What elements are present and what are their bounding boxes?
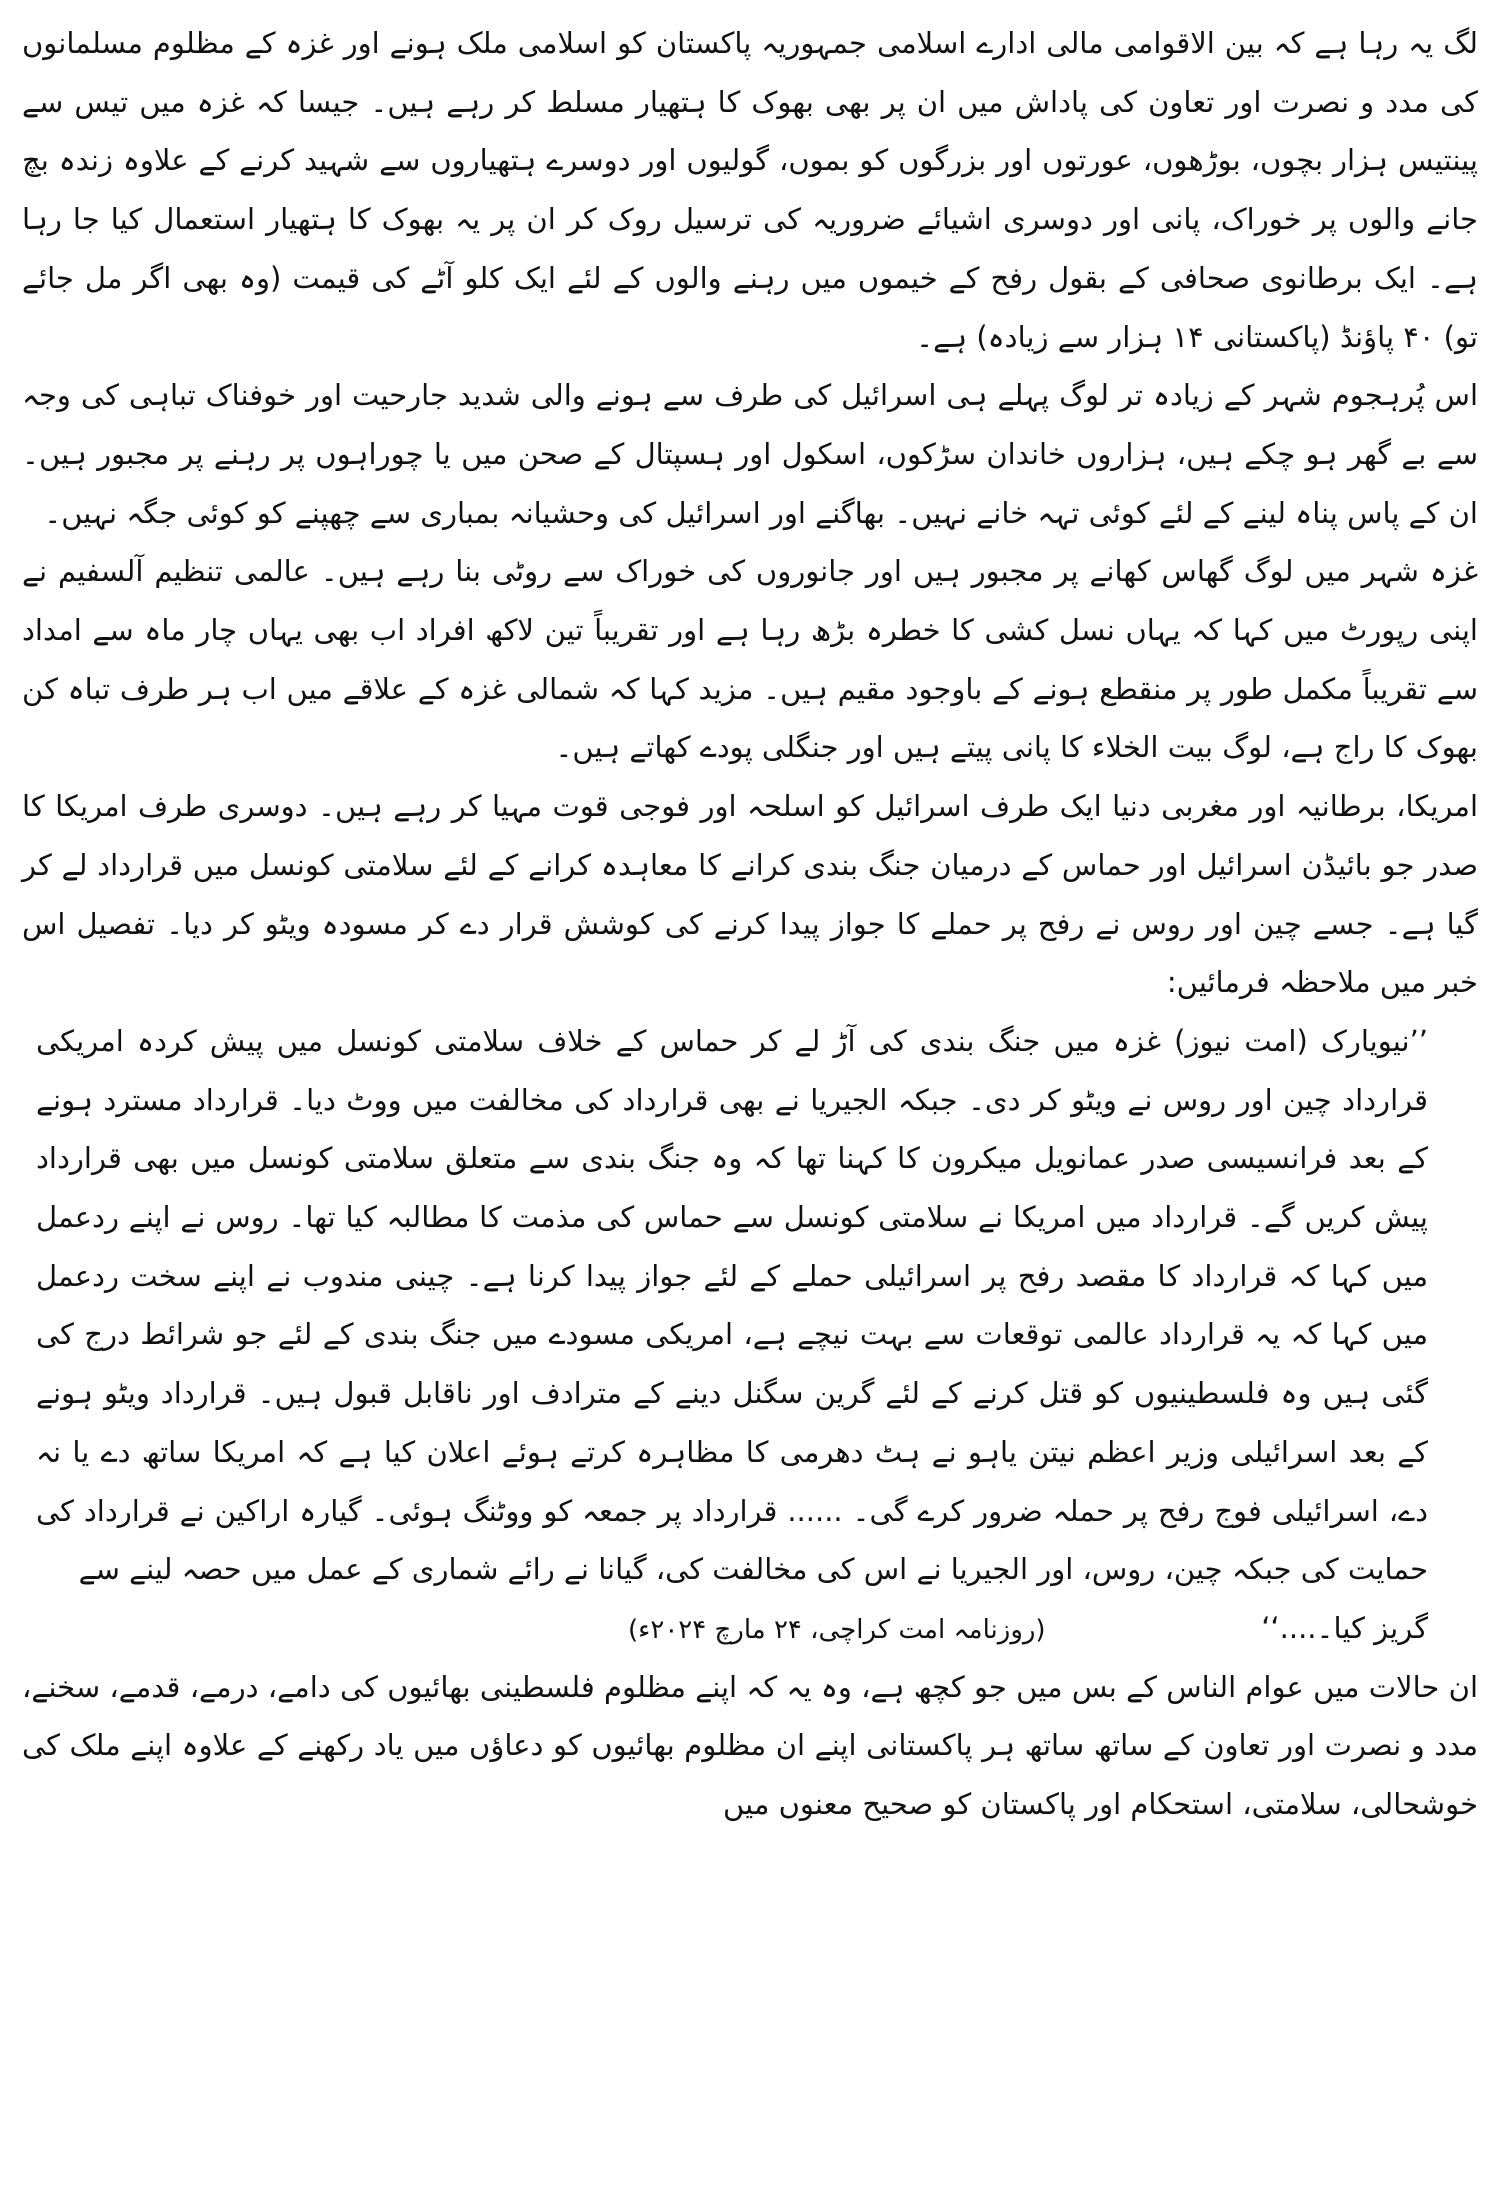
news-quote (22, 1012, 1478, 1599)
paragraph-public-duty: ان حالات میں عوام الناس کے بس میں جو کچھ ہے، وہ یہ کہ اپنے مظلوم فلسطینی بھائیوں کی دامے، درمے، قدمے، سخنے، مدد و نصرت اور تعاون کے ساتھ ساتھ ہر پاکستانی اپنے ان مظلوم بھائیوں کو دعاؤں میں یاد رکھنے کے علاوہ اپنے ملک کی خوشحالی، سلامتی، استحکام اور پاکستان کو صحیح معنوں میں (22, 1669, 1478, 1822)
paragraph-imf-hunger-weapon: لگ یہ رہا ہے کہ بین الاقوامی مالی ادارے اسلامی جمہوریہ پاکستان کو اسلامی ملک ہونے اور غزہ کے مظلوم مسلمانوں کی مدد و نصرت اور تعاون کی پاداش میں ان پر بھی بھوک کا ہتھیار مسلط کر رہے ہیں۔ جیسا کہ غزہ میں تیس سے پینتیس ہزار بچوں، بوڑھوں، عورتوں اور بزرگوں کو بموں، گولیوں اور دوسرے ہتھیاروں سے شہید کرنے کے علاوہ زندہ بچ جانے والوں پر خوراک، پانی اور دوسری اشیائے ضروریہ کی ترسیل روک کر ان پر یہ بھوک کا ہتھیار استعمال کیا جا رہا ہے۔ ایک برطانوی صحافی کے بقول رفح کے خیموں میں رہنے والوں کے لئے ایک کلو آٹے کی قیمت (وہ بھی اگر مل جائے تو) ۴۰ پاؤنڈ (پاکستانی ۱۴ ہزار سے زیادہ) ہے۔ (22, 26, 1478, 354)
quote-opening-mark: ’’ (1409, 1023, 1428, 1058)
paragraph-famine-gaza: غزہ شہر میں لوگ گھاس کھانے پر مجبور ہیں اور جانوروں کی خوراک سے روٹی بنا رہے ہیں۔ عالمی تنظیم آلسفیم نے اپنی رپورٹ میں کہا کہ یہاں نسل کشی کا خطرہ بڑھ رہا ہے اور تقریباً تین لاکھ افراد اب بھی یہاں چار ماہ سے امداد سے تقریباً مکمل طور پر منقطع ہونے کے باوجود مقیم ہیں۔ مزید کہا کہ شمالی غزہ کے علاقے میں اب ہر طرف تباہ کن بھوک کا راج ہے، لوگ بیت الخلاء کا پانی پیتے ہیں اور جنگلی پودے کھاتے ہیں۔ (22, 554, 1478, 765)
paragraph-displaced-people: اس پُرہجوم شہر کے زیادہ تر لوگ پہلے ہی اسرائیل کی طرف سے ہونے والی شدید جارحیت اور خوفناک تباہی کی وجہ سے بے گھر ہو چکے ہیں، ہزاروں خاندان سڑکوں، اسکول اور ہسپتال کے صحن میں یا چوراہوں پر رہنے پر مجبور ہیں۔ ان کے پاس پناہ لینے کے لئے کوئی تہہ خانے نہیں۔ بھاگنے اور اسرائیل کی وحشیانہ بمباری سے چھپنے کو کوئی جگہ نہیں۔ (22, 378, 1478, 530)
quote-source-citation: (روزنامہ امت کراچی، ۲۴ مارچ ۲۰۲۴ء) (628, 1614, 1046, 1645)
quote-end-line (22, 1599, 1478, 1658)
paragraph-us-resolution: امریکا، برطانیہ اور مغربی دنیا ایک طرف اسرائیل کو اسلحہ اور فوجی قوت مہیا کر رہے ہیں۔ دوسری طرف امریکا کا صدر جو بائیڈن اسرائیل اور حماس کے درمیان جنگ بندی کرانے کا معاہدہ کرانے کے لئے سلامتی کونسل میں قرارداد لے کر گیا ہے۔ جسے چین اور روس نے رفح پر حملے کا جواز پیدا کرنے کی کوشش قرار دے کر مسودہ ویٹو کر دیا۔ تفصیل اس خبر میں ملاحظہ فرمائیں: (22, 789, 1478, 1000)
quote-text: نیویارک (امت نیوز) غزہ میں جنگ بندی کی آڑ لے کر حماس کے خلاف سلامتی کونسل میں پیش کردہ امریکی قرارداد چین اور روس نے ویٹو کر دی۔ جبکہ الجیریا نے بھی قرارداد کی مخالفت میں ووٹ دیا۔ قرارداد مسترد ہونے کے بعد فرانسیسی صدر عمانویل میکرون کا کہنا تھا کہ وہ جنگ بندی سے متعلق سلامتی کونسل میں بھی قرارداد پیش کریں گے۔ قرارداد میں امریکا نے سلامتی کونسل سے حماس کی مذمت کا مطالبہ کیا تھا۔ روس نے اپنے ردعمل میں کہا کہ قرارداد کا مقصد رفح پر اسرائیلی حملے کے لئے جواز پیدا کرنا ہے۔ چینی مندوب نے اپنے سخت ردعمل میں کہا کہ یہ قرارداد عالمی توقعات سے بہت نیچے ہے، امریکی مسودے میں جنگ بندی کے لئے جو شرائط درج کی گئی ہیں وہ فلسطینیوں کو قتل کرنے کے لئے گرین سگنل دینے کے مترادف اور ناقابل قبول ہیں۔ قرارداد ویٹو ہونے کے بعد اسرائیلی وزیر اعظم نیتن یاہو نے ہٹ دھرمی کا مظاہرہ کرتے ہوئے اعلان کیا ہے کہ امریکا ساتھ دے یا نہ دے، اسرائیلی فوج رفح پر حملہ ضرور کرے گی۔ ...... قرارداد پر جمعہ کو ووٹنگ ہوئی۔ گیارہ اراکین نے قرارداد کی حمایت کی جبکہ چین، روس، اور الجیریا نے اس کی مخالفت کی، گیانا نے رائے شماری کے عمل میں حصہ لینے سے (36, 1023, 1428, 1587)
document-page (22, 14, 1478, 2186)
quote-closing-text: گریز کیا۔....‘‘ (1261, 1610, 1428, 1645)
